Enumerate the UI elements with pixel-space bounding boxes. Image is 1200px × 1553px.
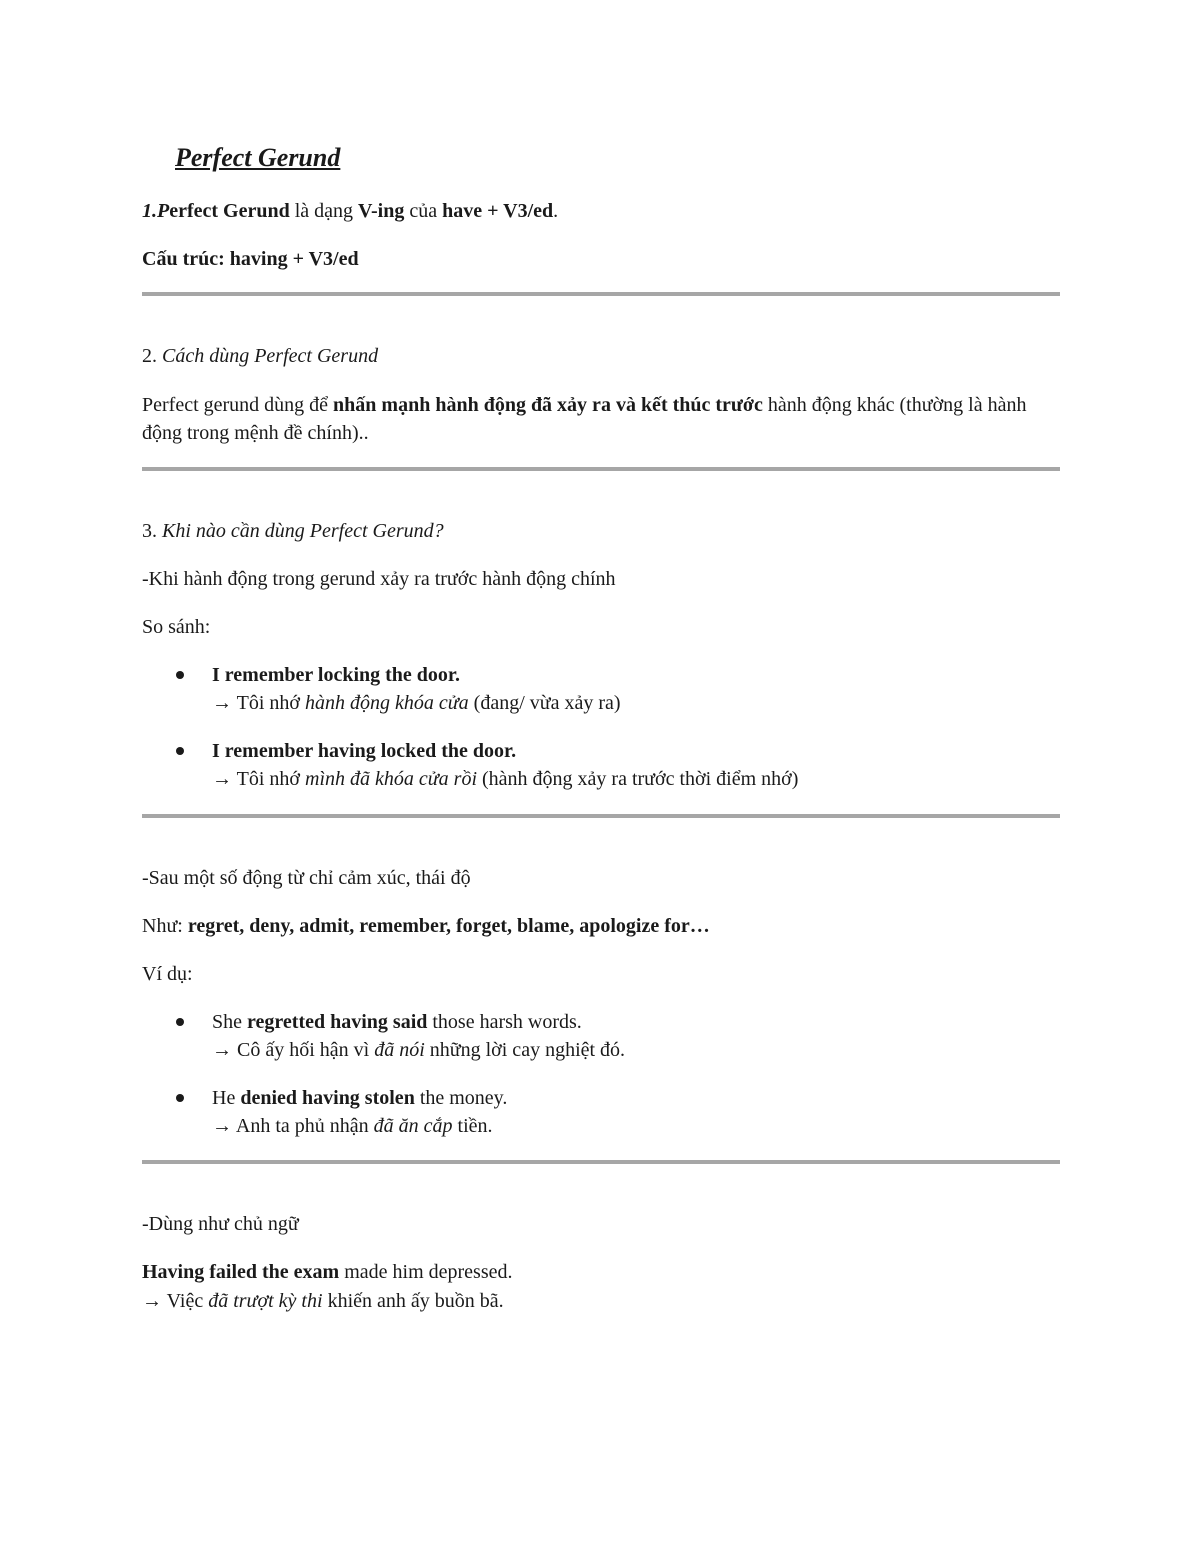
arrow-text: → Tôi nhớ: [212, 768, 305, 790]
sentence-emphasis: denied having stolen: [240, 1087, 415, 1109]
translation-italic: đã ăn cắp: [373, 1115, 453, 1137]
sentence-emphasis: Having failed the exam: [142, 1261, 340, 1283]
section-2-heading: [142, 342, 378, 370]
verbs-line: [142, 912, 710, 940]
divider-1: [142, 292, 1060, 296]
translation-italic: mình đã khóa cửa rồi: [305, 768, 478, 790]
term-perfect-gerund: erfect Gerund: [169, 200, 290, 222]
bullet-icon: [176, 1094, 184, 1102]
example-3-translation: [212, 1036, 625, 1064]
bullet-icon: [176, 671, 184, 679]
verbs-list: regret, deny, admit, remember, forget, blame, apologize for…: [187, 915, 710, 937]
section-2-paragraph: [142, 391, 1060, 447]
translation-note: (đang/ vừa xảy ra): [468, 692, 621, 714]
structure-line: [142, 245, 359, 273]
term-initial: P: [157, 200, 170, 222]
verbs-prefix: Như:: [142, 915, 188, 937]
text-la-dang: là dạng: [289, 200, 359, 222]
para-pre: Perfect gerund dùng để: [142, 394, 334, 416]
example-2-sentence: I remember having locked the door.: [212, 740, 517, 762]
sentence-start: He: [212, 1087, 241, 1109]
divider-2: [142, 467, 1060, 471]
example-5-english: [142, 1258, 513, 1286]
sentence-end: made him depressed.: [339, 1261, 513, 1283]
para-emphasis: nhấn mạnh hành động đã xảy ra và kết thúc trước: [333, 394, 763, 416]
example-4-translation: [212, 1112, 493, 1140]
divider-3: [142, 814, 1060, 818]
case-2-text: -Sau một số động từ chỉ cảm xúc, thái độ: [142, 867, 471, 889]
section-1-number: 1.: [142, 200, 157, 222]
para-post: hành động khác (thường là hành động trong mệnh đề chính)..: [142, 394, 1027, 444]
example-2-translation: [212, 765, 798, 793]
translation-start: → Anh ta phủ nhận: [212, 1115, 374, 1137]
case-1-text: -Khi hành động trong gerund xảy ra trước hành động chính: [142, 568, 616, 590]
compare-label: So sánh:: [142, 616, 211, 638]
translation-start: → Cô ấy hối hận vì: [212, 1039, 375, 1061]
translation-start: → Việc: [142, 1290, 209, 1312]
example-1-translation: [212, 689, 621, 717]
case-3-text: -Dùng như chủ ngữ: [142, 1213, 299, 1235]
sentence-end: the money.: [414, 1087, 508, 1109]
text-cua: của: [404, 200, 443, 222]
sentence-emphasis: regretted having said: [247, 1011, 428, 1033]
structure-text: Cấu trúc: having + V3/ed: [142, 248, 359, 270]
term-ving: V-ing: [358, 200, 405, 222]
translation-end: những lời cay nghiệt đó.: [424, 1039, 626, 1061]
bullet-icon: [176, 1018, 184, 1026]
text-period: .: [553, 200, 559, 222]
example-label: Ví dụ:: [142, 963, 193, 985]
section-3-title: Khi nào cần dùng Perfect Gerund?: [157, 520, 444, 542]
section-3-number: 3.: [142, 520, 157, 542]
translation-note: (hành động xảy ra trước thời điểm nhớ): [477, 768, 799, 790]
section-2-title: Cách dùng Perfect Gerund: [157, 345, 379, 367]
example-5-translation: [142, 1287, 504, 1315]
example-2-english: [212, 737, 516, 765]
translation-italic: đã trượt kỳ thi: [208, 1290, 323, 1312]
translation-italic: hành động khóa cửa: [305, 692, 469, 714]
example-1-english: [212, 661, 460, 689]
sentence-end: those harsh words.: [427, 1011, 582, 1033]
example-4-english: [212, 1084, 507, 1112]
section-2-number: 2.: [142, 345, 157, 367]
arrow-text: → Tôi nhớ: [212, 692, 305, 714]
example-3-english: [212, 1008, 582, 1036]
example-1-sentence: I remember locking the door.: [212, 664, 460, 686]
translation-italic: đã nói: [374, 1039, 425, 1061]
divider-4: [142, 1160, 1060, 1164]
sentence-start: She: [212, 1011, 247, 1033]
section-3-heading: [142, 517, 444, 545]
bullet-icon: [176, 747, 184, 755]
term-formula: have + V3/ed: [442, 200, 554, 222]
section-1-definition: [142, 197, 558, 225]
translation-end: khiến anh ấy buồn bã.: [322, 1290, 504, 1312]
page-title: Perfect Gerund: [175, 143, 341, 172]
translation-end: tiền.: [452, 1115, 493, 1137]
